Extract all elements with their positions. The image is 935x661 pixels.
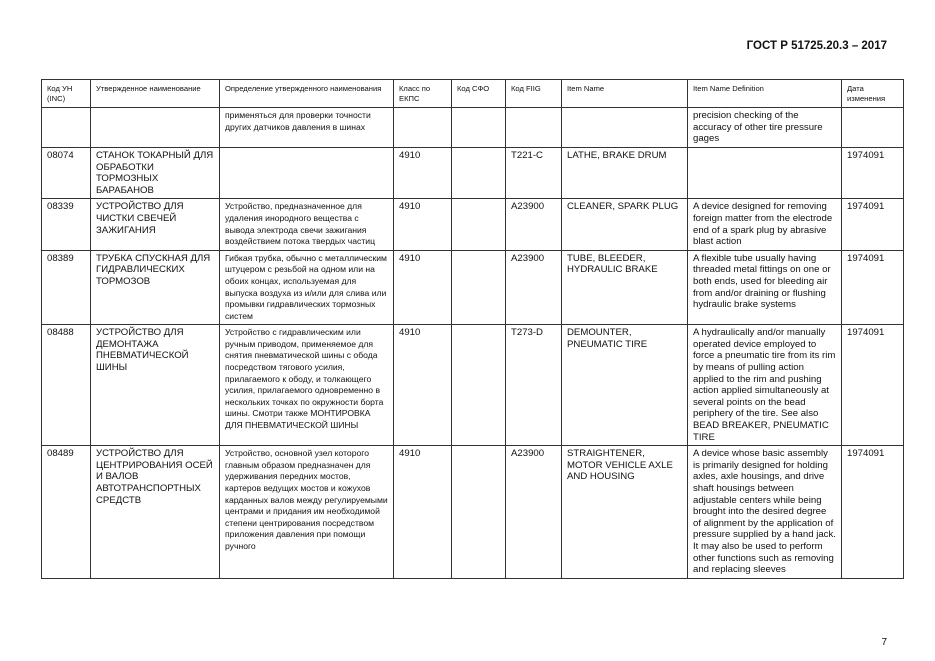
table-row (42, 250, 904, 325)
cell-class: 4910 (394, 199, 452, 250)
table-row (42, 147, 904, 198)
col-header-inc: Код УН (INC) (42, 80, 91, 108)
col-header-sfo: Код СФО (452, 80, 506, 108)
cell-sfo (452, 446, 506, 579)
col-header-name-ru: Утвержденное наименование (91, 80, 220, 108)
col-header-item-name: Item Name (562, 80, 688, 108)
cell-inc: 08074 (42, 147, 91, 198)
cell-inc: 08488 (42, 325, 91, 446)
cell-item-name: DEMOUNTER, PNEUMATIC TIRE (562, 325, 688, 446)
cell-fiig: T273-D (506, 325, 562, 446)
cell-class: 4910 (394, 446, 452, 579)
catalog-table (41, 79, 904, 579)
cell-item-def: A hydraulically and/or manually operated device employed to force a pneumatic tire from its rim by means of pulling action applied to the rim and pushing action applied simultaneously at several points on the bead periphery of the tire. See also BEAD BREAKER, PNEUMATIC TIRE (688, 325, 842, 446)
table-row (42, 108, 904, 148)
cell-name-ru (91, 108, 220, 148)
cell-sfo (452, 325, 506, 446)
cell-item-name: STRAIGHTENER, MOTOR VEHICLE AXLE AND HOUSING (562, 446, 688, 579)
cell-def-ru: Устройство, основной узел которого главным образом предназначен для удерживания передних мостов, картеров ведущих мостов и кожухов карданных валов между регулируемыми центрами и придания им необходимой степени центрирования посредством приложения давления при помощи ручного (220, 446, 394, 579)
cell-item-name (562, 108, 688, 148)
cell-item-def: A device designed for removing foreign matter from the electrode end of a spark plug by abrasive blast action (688, 199, 842, 250)
col-header-def-ru: Определение утвержденного наименования (220, 80, 394, 108)
cell-fiig: A23900 (506, 446, 562, 579)
table-row (42, 199, 904, 250)
cell-fiig: T221-C (506, 147, 562, 198)
cell-date: 1974091 (842, 250, 904, 325)
cell-name-ru: ТРУБКА СПУСКНАЯ ДЛЯ ГИДРАВЛИЧЕСКИХ ТОРМОЗОВ (91, 250, 220, 325)
cell-date: 1974091 (842, 325, 904, 446)
cell-item-def (688, 147, 842, 198)
cell-sfo (452, 147, 506, 198)
table-header-row (42, 80, 904, 108)
cell-def-ru: Гибкая трубка, обычно с металлическим штуцером с резьбой на одном или на обоих концах, используемая для выпуска воздуха из и/или для слива или промывки гидравлических тормозных систем (220, 250, 394, 325)
cell-class: 4910 (394, 250, 452, 325)
col-header-item-def: Item Name Definition (688, 80, 842, 108)
document-code: ГОСТ Р 51725.20.3 – 2017 (746, 40, 887, 52)
cell-date: 1974091 (842, 147, 904, 198)
cell-item-name: CLEANER, SPARK PLUG (562, 199, 688, 250)
cell-item-name: TUBE, BLEEDER, HYDRAULIC BRAKE (562, 250, 688, 325)
cell-fiig (506, 108, 562, 148)
cell-class (394, 108, 452, 148)
cell-fiig: A23900 (506, 199, 562, 250)
cell-fiig: A23900 (506, 250, 562, 325)
cell-name-ru: УСТРОЙСТВО ДЛЯ ДЕМОНТАЖА ПНЕВМАТИЧЕСКОЙ ШИНЫ (91, 325, 220, 446)
table-row (42, 446, 904, 579)
col-header-class: Класс по ЕКПС (394, 80, 452, 108)
cell-inc (42, 108, 91, 148)
cell-item-def: A flexible tube usually having threaded metal fittings on one or both ends, used for bleeding air from and/or draining or flushing hydraulic brake systems (688, 250, 842, 325)
cell-def-ru (220, 147, 394, 198)
cell-name-ru: УСТРОЙСТВО ДЛЯ ЧИСТКИ СВЕЧЕЙ ЗАЖИГАНИЯ (91, 199, 220, 250)
cell-def-ru: Устройство с гидравлическим или ручным приводом, применяемое для снятия пневматической шины с обода посредством тягового усилия, прилагаемого к ободу, и толкающего усилия, прилагаемого одновременно в нескольких точках по окружности борта шины. Смотри также МОНТИРОВКА ДЛЯ ПНЕВМАТИЧЕСКОЙ ШИНЫ (220, 325, 394, 446)
cell-def-ru: применяться для проверки точности других датчиков давления в шинах (220, 108, 394, 148)
cell-inc: 08339 (42, 199, 91, 250)
table-row (42, 325, 904, 446)
cell-name-ru: УСТРОЙСТВО ДЛЯ ЦЕНТРИРОВАНИЯ ОСЕЙ И ВАЛОВ АВТОТРАНСПОРТНЫХ СРЕДСТВ (91, 446, 220, 579)
col-header-fiig: Код FIIG (506, 80, 562, 108)
cell-date: 1974091 (842, 199, 904, 250)
cell-date (842, 108, 904, 148)
cell-sfo (452, 250, 506, 325)
cell-class: 4910 (394, 325, 452, 446)
cell-item-def: A device whose basic assembly is primarily designed for holding axles, axle housings, and drive shaft housings between adjustable centers while being brought into the desired degree of alignment by the application of pressure supplied by a hand jack. It may also be used to perform other functions such as removing and replacing sleeves (688, 446, 842, 579)
cell-class: 4910 (394, 147, 452, 198)
cell-sfo (452, 108, 506, 148)
col-header-date: Дата изменения (842, 80, 904, 108)
cell-date: 1974091 (842, 446, 904, 579)
cell-inc: 08389 (42, 250, 91, 325)
cell-def-ru: Устройство, предназначенное для удаления инородного вещества с вывода электрода свечи зажигания воздействием потока твердых частиц (220, 199, 394, 250)
cell-item-def: precision checking of the accuracy of other tire pressure gages (688, 108, 842, 148)
page-number: 7 (881, 637, 887, 648)
cell-sfo (452, 199, 506, 250)
cell-item-name: LATHE, BRAKE DRUM (562, 147, 688, 198)
cell-name-ru: СТАНОК ТОКАРНЫЙ ДЛЯ ОБРАБОТКИ ТОРМОЗНЫХ БАРАБАНОВ (91, 147, 220, 198)
cell-inc: 08489 (42, 446, 91, 579)
